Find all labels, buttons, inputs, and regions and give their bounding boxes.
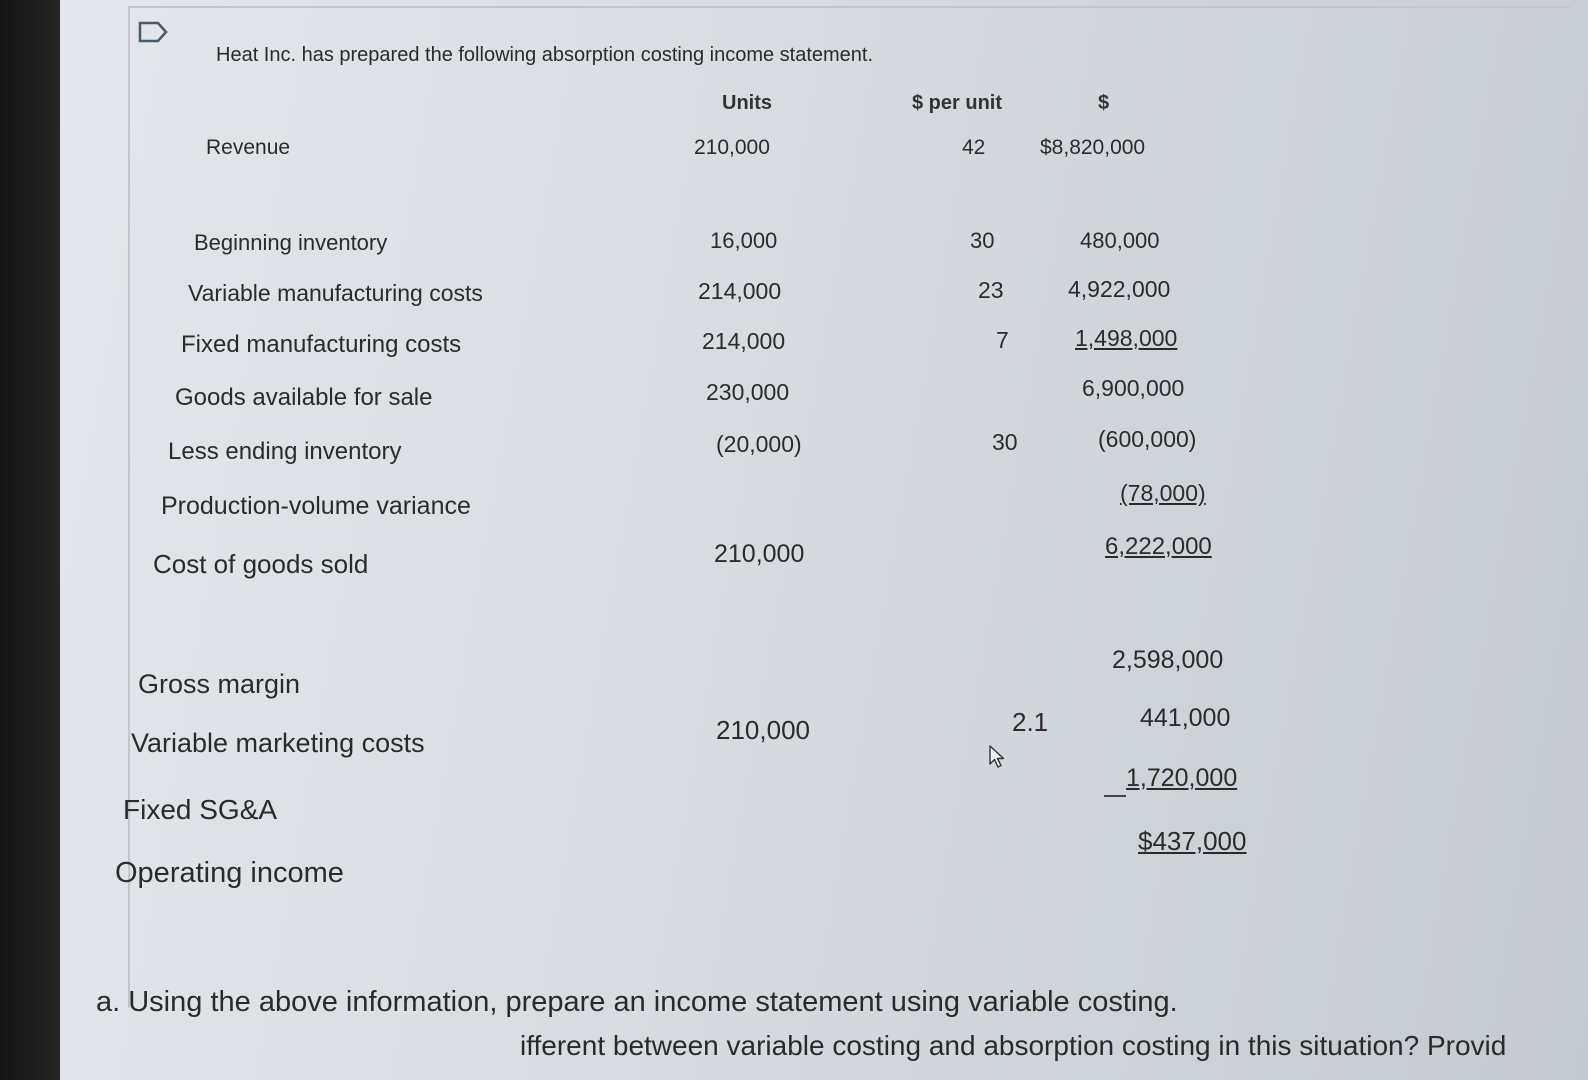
header-dollars: $ [1098,92,1110,114]
cogs-label: Cost of goods sold [153,549,369,579]
beginning-inventory-units: 16,000 [710,228,778,253]
goods-available-units: 230,000 [706,379,790,405]
ending-inventory-per-unit: 30 [992,429,1018,455]
ending-inventory-amount: (600,000) [1098,426,1197,452]
beginning-inventory-per-unit: 30 [970,228,995,253]
variable-marketing-label: Variable marketing costs [131,728,425,758]
pv-variance-label: Production-volume variance [161,492,471,520]
mouse-pointer-icon [988,744,1006,770]
ending-inventory-label: Less ending inventory [168,438,402,465]
fixed-sga-label: Fixed SG&A [123,794,278,825]
fixed-sga-rule [1104,795,1126,797]
header-units: Units [722,92,772,114]
fixed-mfg-per-unit: 7 [996,327,1009,353]
ending-inventory-units: (20,000) [716,431,802,457]
beginning-inventory-label: Beginning inventory [194,230,388,255]
beginning-inventory-amount: 480,000 [1080,228,1160,253]
cogs-units: 210,000 [714,540,805,568]
header-per-unit: $ per unit [912,92,1003,114]
cogs-amount: 6,222,000 [1105,533,1212,560]
fixed-mfg-label: Fixed manufacturing costs [181,331,462,358]
question-part-b-partial: ifferent between variable costing and absorption costing in this situation? Provid [520,1030,1507,1061]
fixed-sga-amount: 1,720,000 [1126,764,1238,792]
operating-income-amount: $437,000 [1138,826,1247,856]
variable-mfg-units: 214,000 [698,278,782,304]
revenue-label: Revenue [206,136,291,159]
variable-mfg-per-unit: 23 [978,277,1004,303]
revenue-units: 210,000 [694,136,770,159]
variable-mfg-amount: 4,922,000 [1068,276,1171,302]
fixed-mfg-units: 214,000 [702,328,786,354]
gross-margin-amount: 2,598,000 [1112,646,1224,674]
goods-available-label: Goods available for sale [175,384,433,411]
revenue-per-unit: 42 [962,136,986,159]
goods-available-amount: 6,900,000 [1082,375,1185,401]
statement-title: Heat Inc. has prepared the following absorption costing income statement. [216,44,874,66]
question-part-a: a. Using the above information, prepare an income statement using variable costing. [96,986,1178,1018]
variable-mfg-label: Variable manufacturing costs [188,280,483,306]
revenue-amount: $8,820,000 [1040,136,1146,159]
gross-margin-label: Gross margin [138,669,301,699]
pv-variance-amount: (78,000) [1120,480,1206,506]
bookmark-icon[interactable] [138,20,168,44]
operating-income-label: Operating income [115,857,344,889]
variable-marketing-amount: 441,000 [1140,704,1231,732]
fixed-mfg-amount: 1,498,000 [1075,325,1178,351]
variable-marketing-units: 210,000 [716,715,810,745]
variable-marketing-per-unit: 2.1 [1012,707,1049,737]
